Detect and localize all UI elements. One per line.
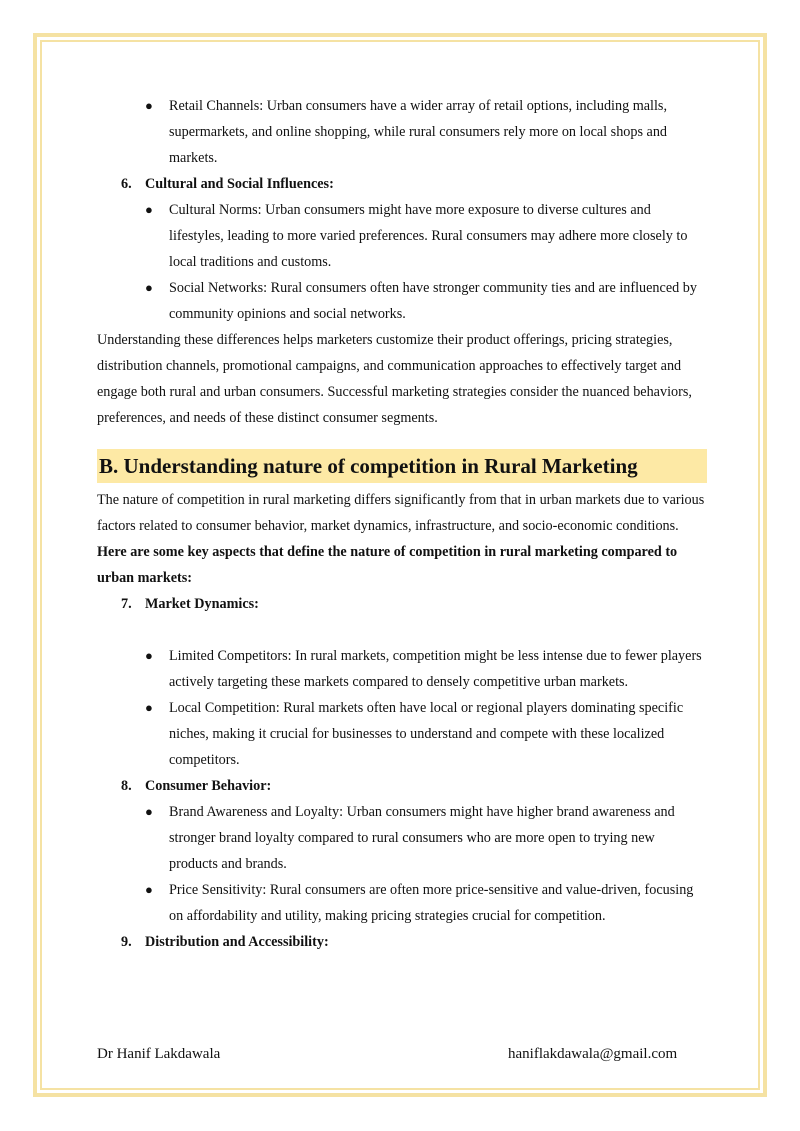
bullet-text: Brand Awareness and Loyalty: Urban consumers might have higher brand awareness and stronger brand loyalty compared to rural consumers who are more open to trying new products and brands. — [169, 804, 675, 872]
bullet-social-networks — [97, 275, 707, 327]
blank-line — [97, 617, 707, 643]
section-6-heading — [97, 171, 707, 197]
section-9-heading — [97, 929, 707, 955]
bullet-retail-channels — [97, 93, 707, 171]
bullet-icon: ● — [145, 804, 153, 819]
bullet-icon: ● — [145, 98, 153, 113]
key-aspects-paragraph: Here are some key aspects that define the nature of competition in rural marketing compared to urban markets: — [97, 544, 678, 586]
bullet-text: Social Networks: Rural consumers often have stronger community ties and are influenced by community opinions and social networks. — [169, 280, 697, 322]
section-8-heading — [97, 773, 707, 799]
section-b-heading: B. Understanding nature of competition in Rural Marketing — [97, 449, 707, 483]
bullet-cultural-norms — [97, 197, 707, 275]
bullet-text: Local Competition: Rural markets often have local or regional players dominating specific niches, making it crucial for businesses to understand and compete with these localized competitors. — [169, 700, 684, 768]
bullet-text: Cultural Norms: Urban consumers might have more exposure to diverse cultures and lifestyles, leading to more varied preferences. Rural consumers may adhere more closely to local traditions and customs. — [169, 202, 688, 270]
bullet-local-competition — [97, 695, 707, 773]
footer-email: haniflakdawala@gmail.com — [508, 1046, 678, 1062]
bullet-icon: ● — [145, 648, 153, 663]
bullet-icon: ● — [145, 280, 153, 295]
bullet-text: Retail Channels: Urban consumers have a wider array of retail options, including malls, supermarkets, and online shopping, while rural consumers rely more on local shops and markets. — [169, 98, 668, 166]
bullet-text: Limited Competitors: In rural markets, competition might be less intense due to fewer players actively targeting these markets compared to densely competitive urban markets. — [169, 648, 702, 690]
section-number: 9. — [121, 934, 132, 950]
bullet-price-sensitivity — [97, 877, 707, 929]
section-number: 6. — [121, 176, 132, 192]
bullet-brand-awareness — [97, 799, 707, 877]
section-title: Cultural and Social Influences: — [145, 176, 334, 192]
page-content — [97, 93, 707, 955]
footer-author: Dr Hanif Lakdawala — [97, 1046, 221, 1062]
section-title: Market Dynamics: — [145, 596, 259, 612]
section-title: Consumer Behavior: — [145, 778, 272, 794]
bullet-limited-competitors — [97, 643, 707, 695]
bullet-icon: ● — [145, 700, 153, 715]
section-number: 7. — [121, 596, 132, 612]
bullet-icon: ● — [145, 882, 153, 897]
bullet-icon: ● — [145, 202, 153, 217]
section-7-heading — [97, 591, 707, 617]
section-title: Distribution and Accessibility: — [145, 934, 329, 950]
bullet-text: Price Sensitivity: Rural consumers are often more price-sensitive and value-driven, focusing on affordability and utility, making pricing strategies crucial for competition. — [169, 882, 694, 924]
intro-paragraph: The nature of competition in rural marketing differs significantly from that in urban markets due to various factors related to consumer behavior, market dynamics, infrastructure, and socio-economic conditions. — [97, 492, 705, 534]
section-number: 8. — [121, 778, 132, 794]
summary-paragraph: Understanding these differences helps marketers customize their product offerings, pricing strategies, distribution channels, promotional campaigns, and communication approaches to effectively target and engage both rural and urban consumers. Successful marketing strategies consider the nuanced behaviors, preferences, and needs of these distinct consumer segments. — [97, 332, 692, 426]
